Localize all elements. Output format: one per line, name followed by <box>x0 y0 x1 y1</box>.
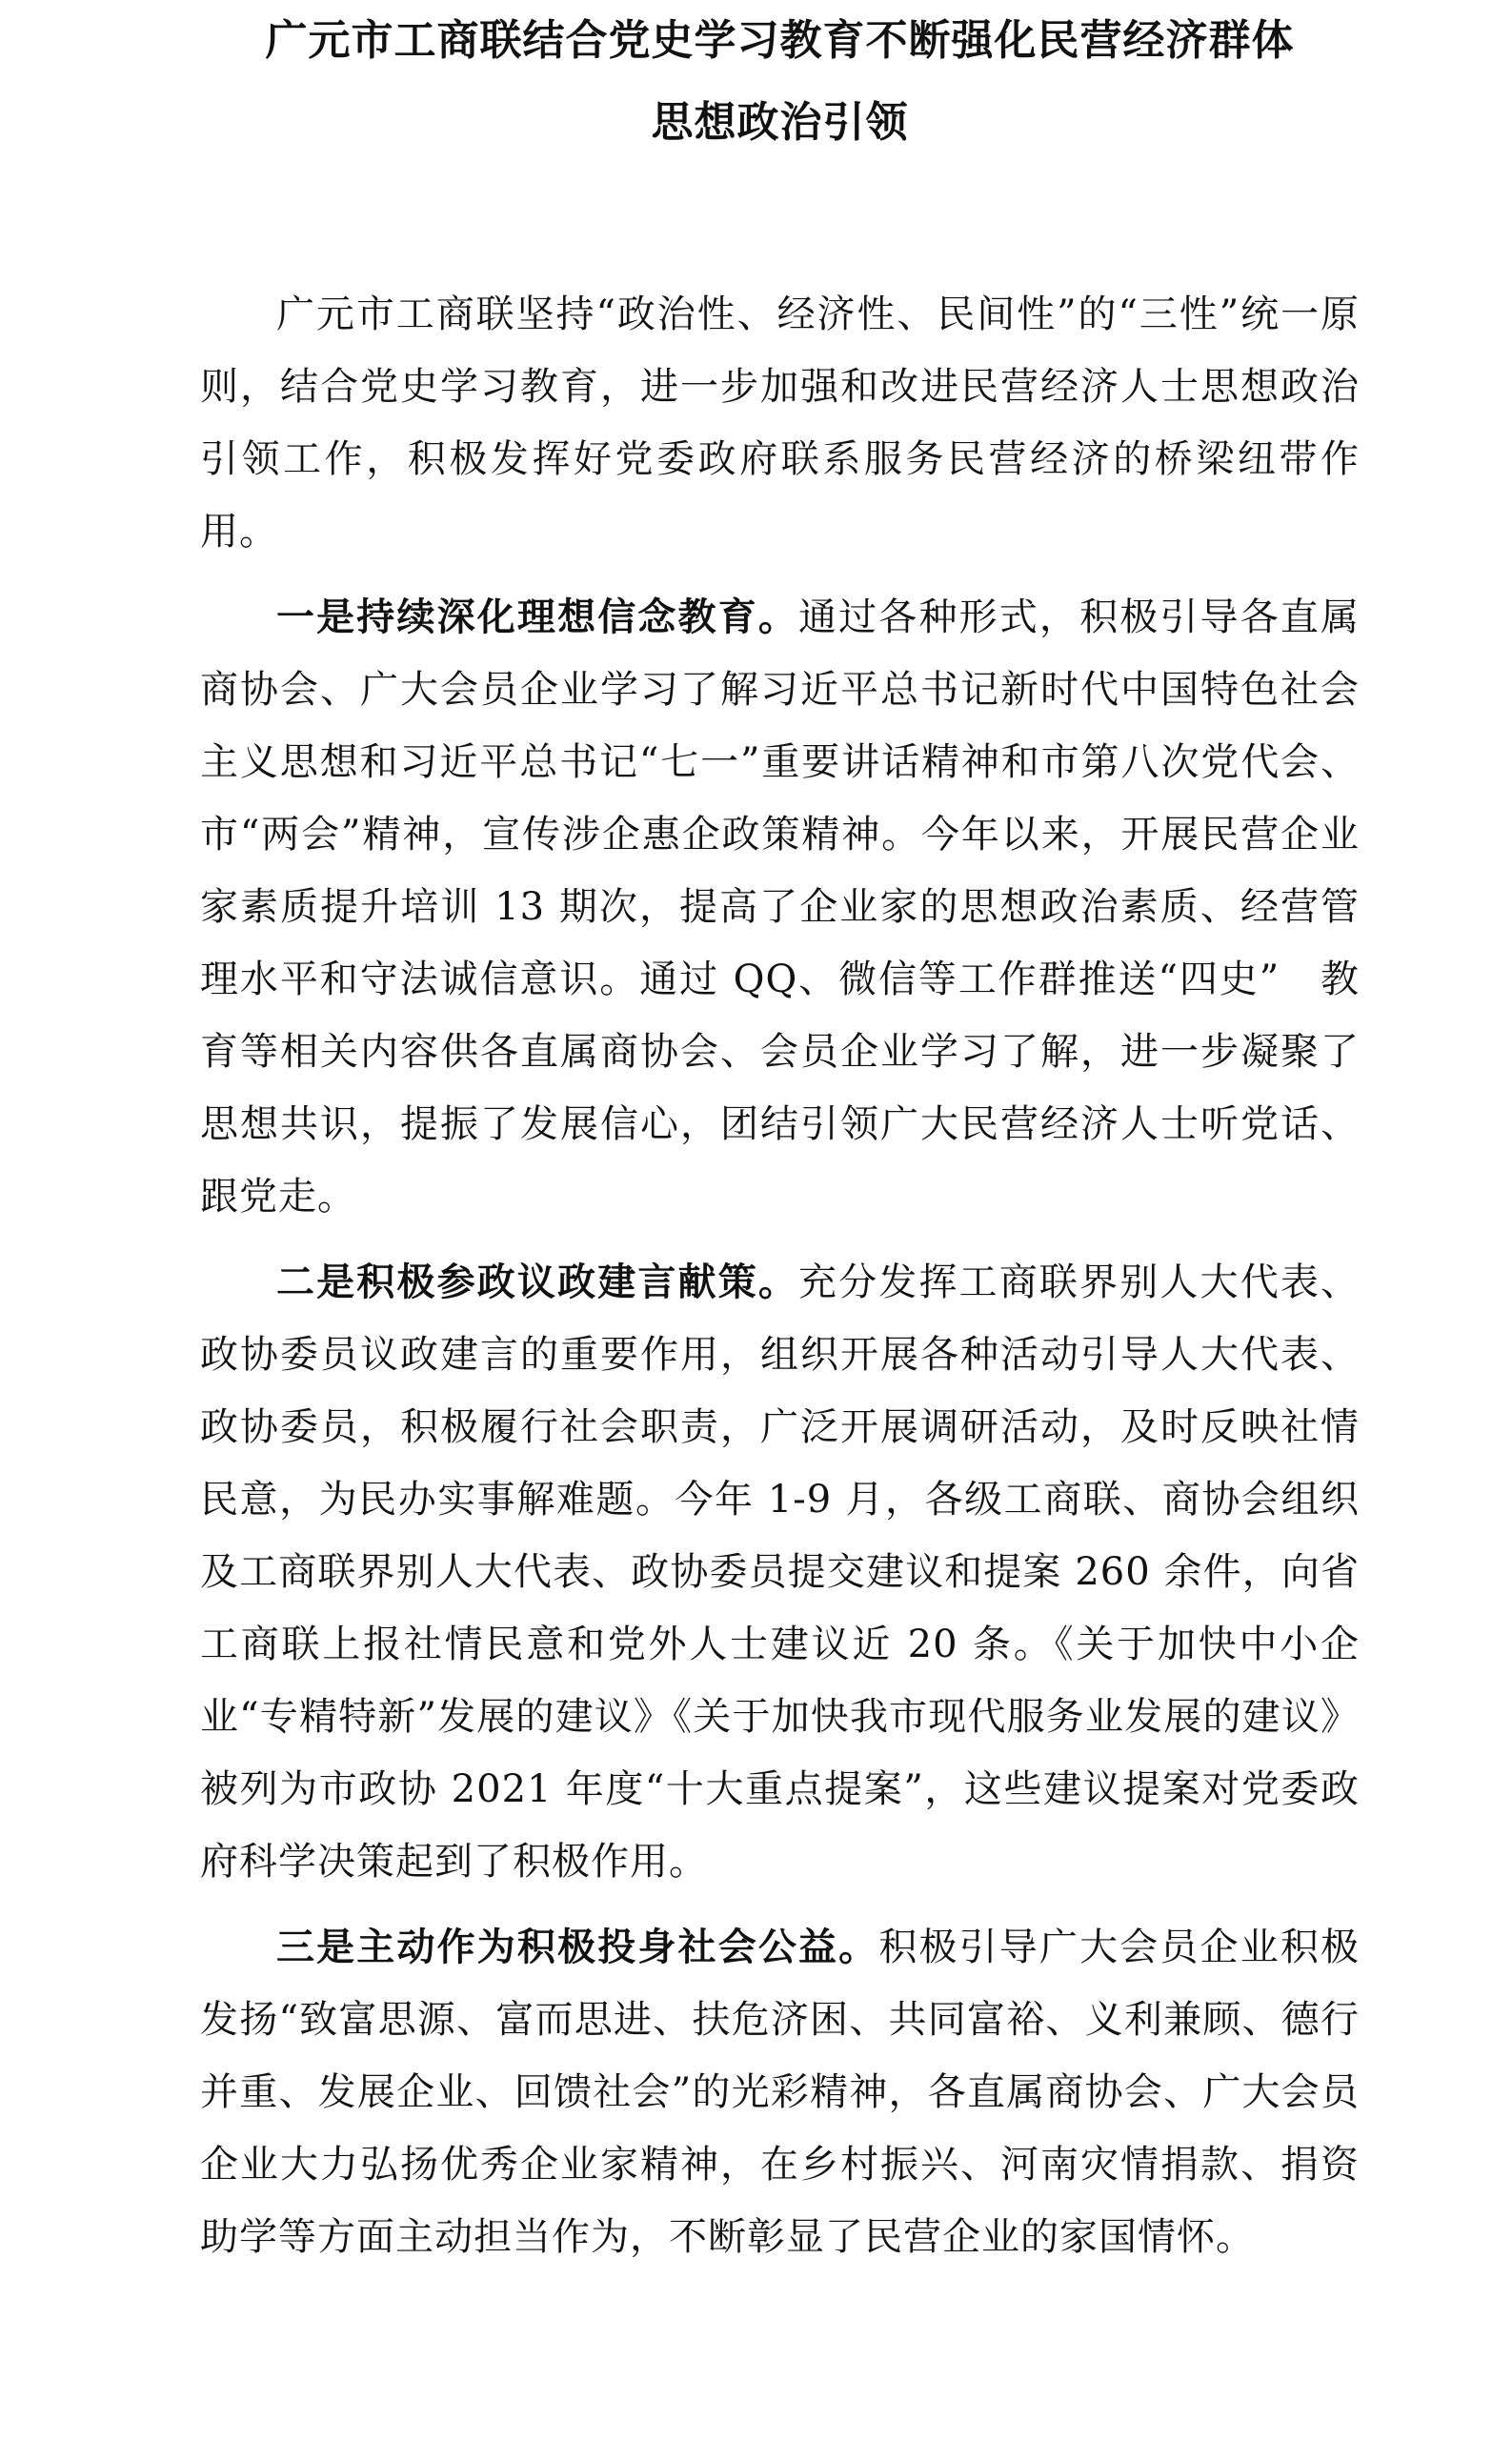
section-3-text: 积极引导广大会员企业积极发扬“致富思源、富而思进、扶危济困、共同富裕、义利兼顾、德行并重、发展企业、回馈社会”的光彩精神，各直属商协会、广大会员企业大力弘扬优秀企业家精神，在乡村振兴、河南灾情捐款、捐资助学等方面主动担当作为，不断彰显了民营企业的家国情怀。 <box>200 1926 1361 2259</box>
section-paragraph-1 <box>200 581 1360 1233</box>
section-1-text: 通过各种形式，积极引导各直属商协会、广大会员企业学习了解习近平总书记新时代中国特色社会主义思想和习近平总书记“七一”重要讲话精神和市第八次党代会、市“两会”精神，宣传涉企惠企政策精神。今年以来，开展民营企业家素质提升培训 13 期次，提高了企业家的思想政治素质、经营管理水平和守法诚信意识。通过 QQ、微信等工作群推送“四史” 教育等相关内容供各直属商协会、会员企业学习了解，进一步凝聚了思想共识，提振了发展信心，团结引领广大民营经济人士听党话、跟党走。 <box>200 595 1360 1219</box>
title-line-2: 思想政治引领 <box>651 98 909 147</box>
section-paragraph-2 <box>200 1246 1360 1898</box>
document-title <box>200 0 1360 164</box>
document-body <box>200 278 1360 2273</box>
title-line-1: 广元市工商联结合党史学习教育不断强化民营经济群体 <box>265 16 1295 65</box>
section-3-lead: 三是主动作为积极投身社会公益。 <box>276 1925 879 1969</box>
intro-paragraph: 广元市工商联坚持“政治性、经济性、民间性”的“三性”统一原则，结合党史学习教育，进一步加强和改进民营经济人士思想政治引领工作，积极发挥好党委政府联系服务民营经济的桥梁纽带作用。 <box>200 292 1360 554</box>
section-paragraph-3 <box>200 1911 1360 2273</box>
section-2-lead: 二是积极参政议政建言献策。 <box>276 1260 798 1304</box>
section-1-lead: 一是持续深化理想信念教育。 <box>276 595 798 639</box>
section-2-text: 充分发挥工商联界别人大代表、政协委员议政建言的重要作用，组织开展各种活动引导人大代表、政协委员，积极履行社会职责，广泛开展调研活动，及时反映社情民意，为民办实事解难题。今年 1-9 月，各级工商联、商协会组织及工商联界别人大代表、政协委员提交建议和提案 260 余件，向省工商联上报社情民意和党外人士建议近 20 条。《关于加快中小企业“专精特新”发展的建议》《关于加快我市现代服务业发展的建议》被列为市政协 2021 年度“十大重点提案”，这些建议提案对党委政府科学决策起到了积极作用。 <box>200 1260 1360 1884</box>
